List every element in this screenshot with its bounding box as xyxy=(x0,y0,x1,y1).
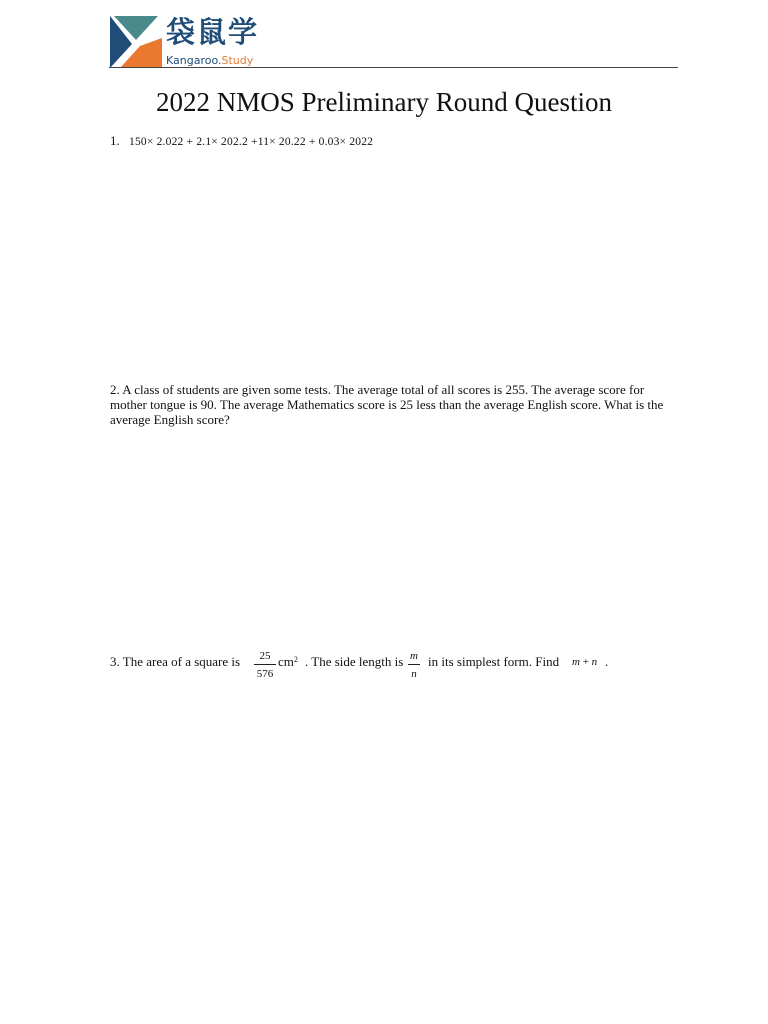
question-1-number: 1. xyxy=(110,133,120,148)
logo-name-part2: Study xyxy=(221,54,254,67)
header-divider xyxy=(109,67,678,68)
expr-m: m xyxy=(572,656,580,668)
question-3-text-before: 3. The area of a square is xyxy=(110,654,241,669)
question-3-end: . xyxy=(605,654,609,669)
question-3 xyxy=(110,650,670,682)
question-2: 2. A class of students are given some tests. The average total of all scores is 255. The average score for mother tongue is 90. The average Mathematics score is 25 less than the average English score. What is the average English score? xyxy=(110,382,664,427)
area-denominator: 576 xyxy=(256,668,274,680)
unit-base: cm xyxy=(278,654,294,669)
area-fraction xyxy=(254,650,276,680)
side-denominator: n xyxy=(411,668,417,680)
side-numerator: m xyxy=(408,650,420,665)
expr-plus: + xyxy=(582,656,589,668)
logo-english-name xyxy=(166,55,253,66)
expr-n: n xyxy=(591,656,598,668)
question-3-expression xyxy=(572,655,597,670)
question-1 xyxy=(110,133,373,150)
question-3-text-after: in its simplest form. Find xyxy=(428,654,560,669)
question-1-expression: 150× 2.022 + 2.1× 202.2 +11× 20.22 + 0.03× 2022 xyxy=(129,136,374,148)
kangaroo-study-logo-icon xyxy=(110,16,162,68)
question-3-text-mid: . The side length is xyxy=(305,654,404,669)
area-numerator: 25 xyxy=(254,650,276,665)
logo xyxy=(110,14,280,70)
area-unit xyxy=(278,654,298,669)
logo-name-part1: Kangaroo. xyxy=(166,54,222,67)
page-title: 2022 NMOS Preliminary Round Question xyxy=(156,87,612,117)
unit-exponent: 2 xyxy=(293,655,298,664)
logo-chinese-name: 袋鼠学 xyxy=(166,15,260,49)
side-fraction xyxy=(408,650,420,680)
